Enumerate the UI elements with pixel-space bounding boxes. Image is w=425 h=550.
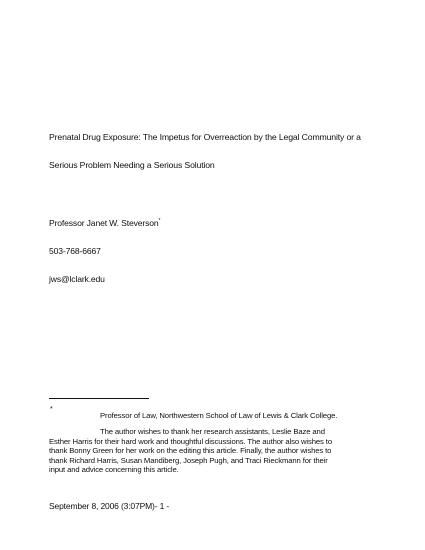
email-address: jws@lclark.edu	[49, 274, 105, 284]
author-footnote-marker: *	[158, 218, 161, 225]
footnote-separator	[49, 398, 149, 399]
acknowledgment-line: input and advice concerning this article.	[49, 465, 179, 474]
acknowledgment-line: Esther Harris for their hard work and thoughtful discussions. The author also wishes to	[49, 436, 332, 446]
phone-number: 503-768-6667	[49, 246, 101, 256]
acknowledgment-line: The author wishes to thank her research assistants, Leslie Baze and	[100, 427, 325, 436]
author-name	[49, 218, 160, 228]
footnote-acknowledgment	[49, 427, 383, 475]
acknowledgment-line: thank Bonny Green for her work on the editing this article. Finally, the author wishes to	[49, 446, 332, 455]
page-footer: September 8, 2006 (3:07PM)- 1 -	[49, 501, 170, 511]
title-line-1: Prenatal Drug Exposure: The Impetus for Overreaction by the Legal Community or a	[49, 132, 361, 142]
author-name-text: Professor Janet W. Steverson	[49, 218, 159, 228]
acknowledgment-line: thank Richard Harris, Susan Mandiberg, Joseph Pugh, and Traci Rieckmann for their	[49, 455, 328, 465]
footnote-marker: *	[50, 406, 53, 413]
footnote-affiliation: Professor of Law, Northwestern School of Law of Lewis & Clark College.	[100, 411, 338, 420]
title-line-2: Serious Problem Needing a Serious Solution	[49, 160, 215, 170]
